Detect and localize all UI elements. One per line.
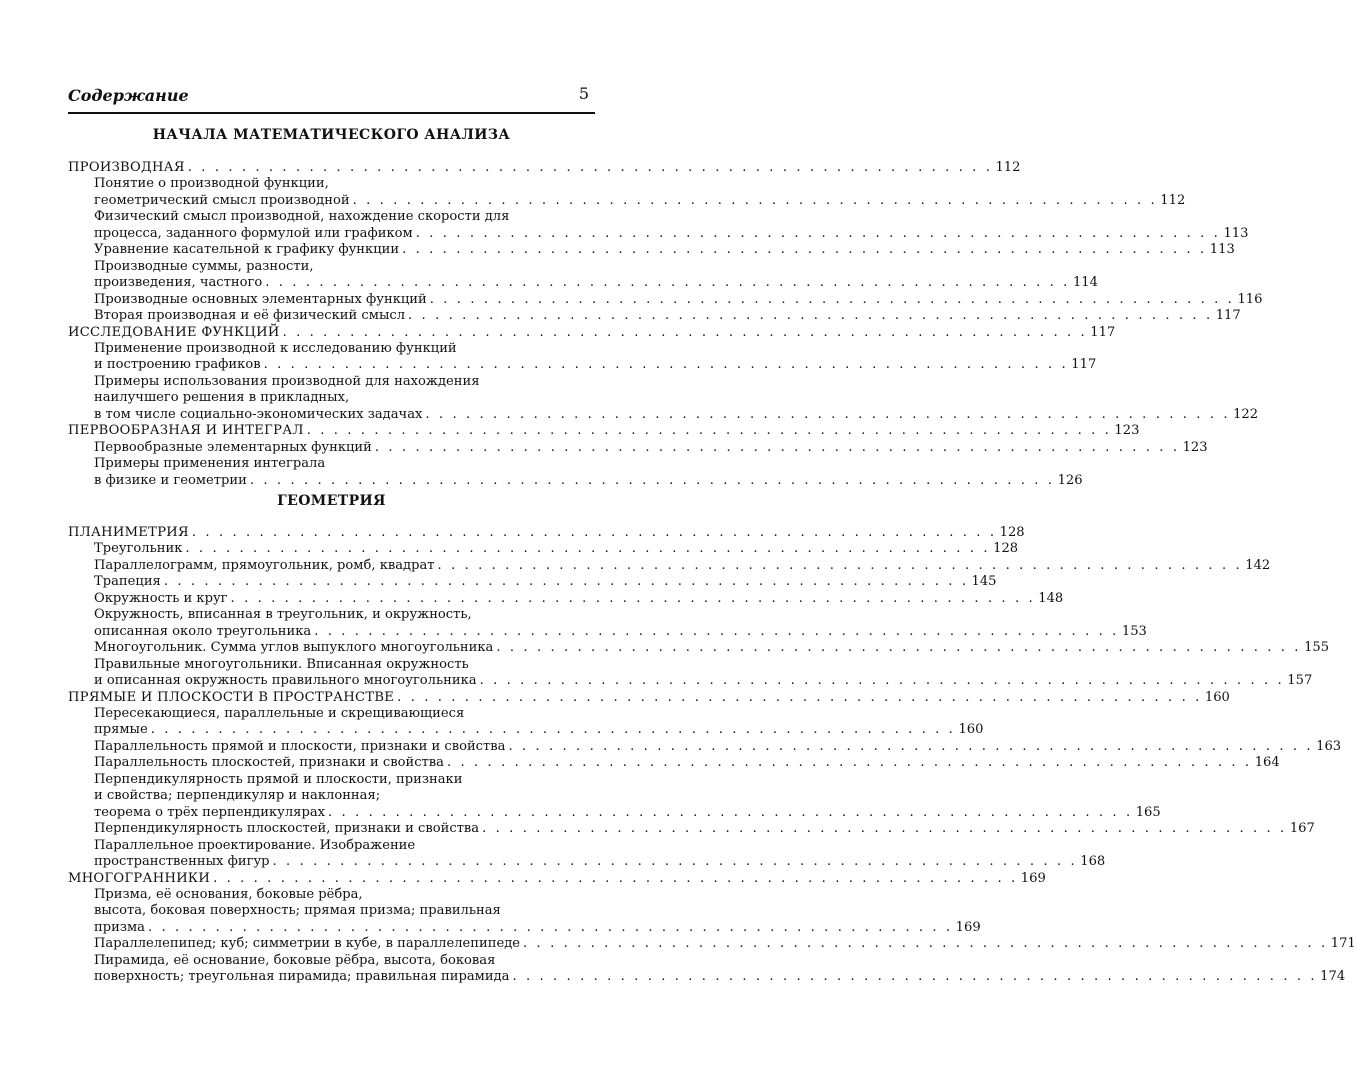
toc-subentry [68, 771, 1161, 821]
toc-entry-title: Окружность и круг [94, 590, 228, 606]
toc-page-number: 145 [971, 574, 997, 590]
dot-leader: . . . . . . . . . . . . . . . . . . . . . . . . . . . . . . . . . . . . . . . . . . . . . . . . . . . . . . . . . . . . [482, 821, 1287, 837]
toc-subentry [68, 176, 1186, 209]
toc-subentry [68, 439, 1208, 456]
toc-chapter-entry [68, 423, 1140, 439]
toc-subentry [68, 755, 1280, 771]
dot-leader: . . . . . . . . . . . . . . . . . . . . . . . . . . . . . . . . . . . . . . . . . . . . . . . . . . . . . . . . . . . . [352, 192, 1158, 208]
toc-page-number: 113 [1223, 225, 1249, 241]
toc-entry-title: Трапеция [94, 574, 161, 590]
dot-leader: . . . . . . . . . . . . . . . . . . . . . . . . . . . . . . . . . . . . . . . . . . . . . . . . . . . . . . . . . . . . [437, 557, 1243, 573]
toc-entry-line: Правильные многоугольники. Вписанная окружность [94, 656, 469, 672]
toc-entry-title: ПЛАНИМЕТРИЯ [68, 525, 189, 540]
dot-leader: . . . . . . . . . . . . . . . . . . . . . . . . . . . . . . . . . . . . . . . . . . . . . . . . . . . . . . . . . . . . [328, 804, 1133, 820]
dot-leader: . . . . . . . . . . . . . . . . . . . . . . . . . . . . . . . . . . . . . . . . . . . . . . . . . . . . . . . . . . . . [150, 722, 956, 738]
toc-page-number: 160 [958, 722, 984, 738]
toc-subentry [68, 291, 1263, 308]
toc-entry-title: Параллелепипед; куб; симметрии в кубе, в параллелепипеде [94, 936, 521, 952]
toc-entry-title: ИССЛЕДОВАНИЕ ФУНКЦИЙ [68, 324, 280, 340]
dot-leader: . . . . . . . . . . . . . . . . . . . . . . . . . . . . . . . . . . . . . . . . . . . . . . . . . . . . . . . . . . . . [415, 225, 1221, 241]
dot-leader: . . . . . . . . . . . . . . . . . . . . . . . . . . . . . . . . . . . . . . . . . . . . . . . . . . . . . . . . . . . . [272, 854, 1078, 870]
toc-entry-title: поверхность; треугольная пирамида; правильная пирамида [94, 969, 510, 985]
toc-subentry [68, 640, 1330, 656]
toc-entry-line: Физический смысл производной, нахождение скорости для [94, 209, 510, 225]
toc-chapter-entry [68, 324, 1116, 341]
toc-entry-line: Применение производной к исследованию функций [94, 340, 457, 356]
toc-entry-title: Перпендикулярность плоскостей, признаки и свойства [94, 821, 480, 837]
toc-page-number: 169 [1020, 870, 1046, 886]
toc-subentry [68, 656, 1313, 690]
toc-entry-line: Перпендикулярность прямой и плоскости, признаки [94, 771, 463, 787]
toc-entry-title: ПРЯМЫЕ И ПЛОСКОСТИ В ПРОСТРАНСТВЕ [68, 689, 395, 705]
toc-subentry [68, 308, 1241, 324]
dot-leader: . . . . . . . . . . . . . . . . . . . . . . . . . . . . . . . . . . . . . . . . . . . . . . . . . . . . . . . . . . . . [446, 755, 1252, 771]
toc-entry-title: прямые [94, 722, 148, 738]
toc-page-number: 148 [1038, 590, 1064, 606]
toc-subentry [68, 541, 1019, 557]
toc-page-number: 123 [1114, 423, 1140, 439]
toc-page-number: 114 [1072, 275, 1098, 291]
toc-entry-title: процесса, заданного формулой или графиком [94, 225, 413, 241]
toc-entry-title: Параллельность прямой и плоскости, признаки и свойства [94, 738, 506, 754]
dot-leader: . . . . . . . . . . . . . . . . . . . . . . . . . . . . . . . . . . . . . . . . . . . . . . . . . . . . . . . . . . . . [185, 541, 991, 557]
toc-entry-line: высота, боковая поверхность; прямая призма; правильная [94, 903, 501, 919]
toc-entry-title: Вторая производная и её физический смысл [94, 308, 406, 324]
dot-leader: . . . . . . . . . . . . . . . . . . . . . . . . . . . . . . . . . . . . . . . . . . . . . . . . . . . . . . . . . . . . [402, 242, 1207, 258]
toc-chapter-entry [68, 525, 1025, 541]
toc-page-number: 123 [1182, 439, 1208, 455]
toc-subentry [68, 738, 1342, 755]
dot-leader: . . . . . . . . . . . . . . . . . . . . . . . . . . . . . . . . . . . . . . . . . . . . . . . . . . . . . . . . . . . . [263, 357, 1069, 373]
toc-entry-title: теорема о трёх перпендикулярах [94, 804, 326, 820]
toc-entry-title: в том числе социально-экономических задачах [94, 406, 423, 422]
toc-entry-title: и построению графиков [94, 357, 261, 373]
toc-subentry [68, 373, 1259, 423]
toc-entry-line: Примеры применения интеграла [94, 456, 326, 472]
toc-page-number: 167 [1289, 821, 1315, 837]
toc-subentry [68, 952, 1346, 986]
toc-subentry [68, 340, 1097, 374]
toc-page-number: 164 [1254, 755, 1280, 771]
toc-page-number: 160 [1204, 689, 1230, 705]
toc-page-number: 168 [1080, 854, 1106, 870]
toc-entry-title: призма [94, 919, 145, 935]
toc-page-number: 128 [999, 525, 1025, 540]
toc-subentry [68, 936, 1356, 952]
dot-leader: . . . . . . . . . . . . . . . . . . . . . . . . . . . . . . . . . . . . . . . . . . . . . . . . . . . . . . . . . . . . [282, 324, 1088, 340]
dot-leader: . . . . . . . . . . . . . . . . . . . . . . . . . . . . . . . . . . . . . . . . . . . . . . . . . . . . . . . . . . . . [425, 406, 1231, 422]
toc-page-number: 153 [1121, 623, 1147, 639]
toc-entry-title: МНОГОГРАННИКИ [68, 870, 211, 886]
toc-page-number: 112 [1160, 192, 1186, 208]
toc-page-number: 116 [1237, 291, 1263, 307]
dot-leader: . . . . . . . . . . . . . . . . . . . . . . . . . . . . . . . . . . . . . . . . . . . . . . . . . . . . . . . . . . . . [265, 275, 1070, 291]
toc-page-number: 174 [1320, 969, 1346, 985]
toc-entry-title: ПЕРВООБРАЗНАЯ И ИНТЕГРАЛ [68, 423, 304, 439]
dot-leader: . . . . . . . . . . . . . . . . . . . . . . . . . . . . . . . . . . . . . . . . . . . . . . . . . . . . . . . . . . . . [508, 738, 1314, 754]
toc-page-number: 117 [1090, 324, 1116, 340]
header-page-number: 5 [578, 84, 589, 103]
toc-entry-line: Примеры использования производной для нахождения [94, 373, 480, 389]
toc-page-number: 117 [1071, 357, 1097, 373]
toc-entry-title: Производные основных элементарных функций [94, 291, 427, 307]
toc-entry-title: Параллельность плоскостей, признаки и свойства [94, 755, 444, 771]
dot-leader: . . . . . . . . . . . . . . . . . . . . . . . . . . . . . . . . . . . . . . . . . . . . . . . . . . . . . . . . . . . . [479, 673, 1285, 689]
toc-entry-line: и свойства; перпендикуляр и наклонная; [94, 788, 381, 804]
toc-entry-line: Понятие о производной функции, [94, 176, 329, 192]
dot-leader: . . . . . . . . . . . . . . . . . . . . . . . . . . . . . . . . . . . . . . . . . . . . . . . . . . . . . . . . . . . . [191, 525, 997, 540]
header-title: Содержание [68, 86, 189, 105]
dot-leader: . . . . . . . . . . . . . . . . . . . . . . . . . . . . . . . . . . . . . . . . . . . . . . . . . . . . . . . . . . . . [397, 689, 1202, 705]
toc-subentry [68, 209, 1249, 242]
toc-subentry [68, 590, 1064, 607]
toc-page-number: 163 [1316, 738, 1342, 754]
toc-entry-title: ПРОИЗВОДНАЯ [68, 160, 185, 175]
toc-entry-title: Треугольник [94, 541, 183, 557]
toc-page-number: 165 [1135, 804, 1161, 820]
dot-leader: . . . . . . . . . . . . . . . . . . . . . . . . . . . . . . . . . . . . . . . . . . . . . . . . . . . . . . . . . . . . [230, 590, 1036, 606]
toc-entry-title: Первообразные элементарных функций [94, 439, 372, 455]
toc-entry-line: наилучшего решения в прикладных, [94, 390, 350, 406]
dot-leader: . . . . . . . . . . . . . . . . . . . . . . . . . . . . . . . . . . . . . . . . . . . . . . . . . . . . . . . . . . . . [306, 423, 1112, 439]
toc-page-number: 122 [1233, 406, 1259, 422]
toc-entry-line: Пересекающиеся, параллельные и скрещивающиеся [94, 705, 465, 721]
dot-leader: . . . . . . . . . . . . . . . . . . . . . . . . . . . . . . . . . . . . . . . . . . . . . . . . . . . . . . . . . . . . [213, 870, 1018, 886]
toc-chapter-entry [68, 160, 1021, 176]
toc-page-number: 126 [1057, 472, 1083, 488]
toc-page-number: 113 [1209, 242, 1235, 258]
dot-leader: . . . . . . . . . . . . . . . . . . . . . . . . . . . . . . . . . . . . . . . . . . . . . . . . . . . . . . . . . . . . [163, 574, 969, 590]
toc-entry-line: Пирамида, её основание, боковые рёбра, высота, боковая [94, 952, 496, 968]
dot-leader: . . . . . . . . . . . . . . . . . . . . . . . . . . . . . . . . . . . . . . . . . . . . . . . . . . . . . . . . . . . . [187, 160, 993, 175]
toc-geometry [68, 525, 1356, 986]
dot-leader: . . . . . . . . . . . . . . . . . . . . . . . . . . . . . . . . . . . . . . . . . . . . . . . . . . . . . . . . . . . . [496, 640, 1302, 656]
toc-subentry [68, 837, 1106, 871]
toc-subentry [68, 456, 1083, 489]
toc-subentry [68, 557, 1271, 574]
toc-page-number: 142 [1245, 557, 1271, 573]
toc-entry-title: произведения, частного [94, 275, 263, 291]
toc-analysis [68, 160, 1263, 489]
toc-subentry [68, 242, 1235, 258]
toc-entry-title: Уравнение касательной к графику функции [94, 242, 400, 258]
toc-entry-title: геометрический смысл производной [94, 192, 350, 208]
toc-page-number: 169 [955, 919, 981, 935]
toc-entry-title: и описанная окружность правильного многоугольника [94, 673, 477, 689]
section-title-geometry: ГЕОМЕТРИЯ [277, 493, 386, 509]
toc-page-number: 171 [1330, 936, 1356, 952]
dot-leader: . . . . . . . . . . . . . . . . . . . . . . . . . . . . . . . . . . . . . . . . . . . . . . . . . . . . . . . . . . . . [147, 919, 953, 935]
running-header [68, 84, 595, 114]
toc-entry-title: в физике и геометрии [94, 472, 247, 488]
toc-subentry [68, 821, 1315, 837]
dot-leader: . . . . . . . . . . . . . . . . . . . . . . . . . . . . . . . . . . . . . . . . . . . . . . . . . . . . . . . . . . . . [523, 936, 1328, 952]
toc-page-number: 155 [1304, 640, 1330, 656]
toc-entry-title: Параллелограмм, прямоугольник, ромб, квадрат [94, 557, 435, 573]
toc-subentry [68, 705, 984, 739]
toc-chapter-entry [68, 689, 1230, 706]
dot-leader: . . . . . . . . . . . . . . . . . . . . . . . . . . . . . . . . . . . . . . . . . . . . . . . . . . . . . . . . . . . . [249, 472, 1055, 488]
dot-leader: . . . . . . . . . . . . . . . . . . . . . . . . . . . . . . . . . . . . . . . . . . . . . . . . . . . . . . . . . . . . [374, 439, 1180, 455]
toc-entry-title: описанная около треугольника [94, 623, 312, 639]
toc-entry-line: Параллельное проектирование. Изображение [94, 837, 416, 853]
toc-subentry [68, 258, 1098, 292]
toc-subentry [68, 886, 981, 936]
toc-entry-line: Производные суммы, разности, [94, 258, 314, 274]
toc-page-number: 157 [1287, 673, 1313, 689]
toc-page-number: 112 [995, 160, 1021, 175]
toc-subentry [68, 607, 1147, 640]
toc-entry-line: Призма, её основания, боковые рёбра, [94, 886, 363, 902]
dot-leader: . . . . . . . . . . . . . . . . . . . . . . . . . . . . . . . . . . . . . . . . . . . . . . . . . . . . . . . . . . . . [512, 969, 1318, 985]
toc-entry-title: Многоугольник. Сумма углов выпуклого многоугольника [94, 640, 494, 656]
section-title-analysis: НАЧАЛА МАТЕМАТИЧЕСКОГО АНАЛИЗА [152, 127, 511, 143]
toc-chapter-entry [68, 870, 1046, 887]
dot-leader: . . . . . . . . . . . . . . . . . . . . . . . . . . . . . . . . . . . . . . . . . . . . . . . . . . . . . . . . . . . . [408, 308, 1213, 324]
toc-page-number: 128 [993, 541, 1019, 557]
toc-entry-line: Окружность, вписанная в треугольник, и окружность, [94, 607, 472, 623]
toc-subentry [68, 574, 997, 590]
toc-entry-title: пространственных фигур [94, 854, 270, 870]
toc-page-number: 117 [1215, 308, 1241, 324]
dot-leader: . . . . . . . . . . . . . . . . . . . . . . . . . . . . . . . . . . . . . . . . . . . . . . . . . . . . . . . . . . . . [314, 623, 1119, 639]
dot-leader: . . . . . . . . . . . . . . . . . . . . . . . . . . . . . . . . . . . . . . . . . . . . . . . . . . . . . . . . . . . . [429, 291, 1235, 307]
